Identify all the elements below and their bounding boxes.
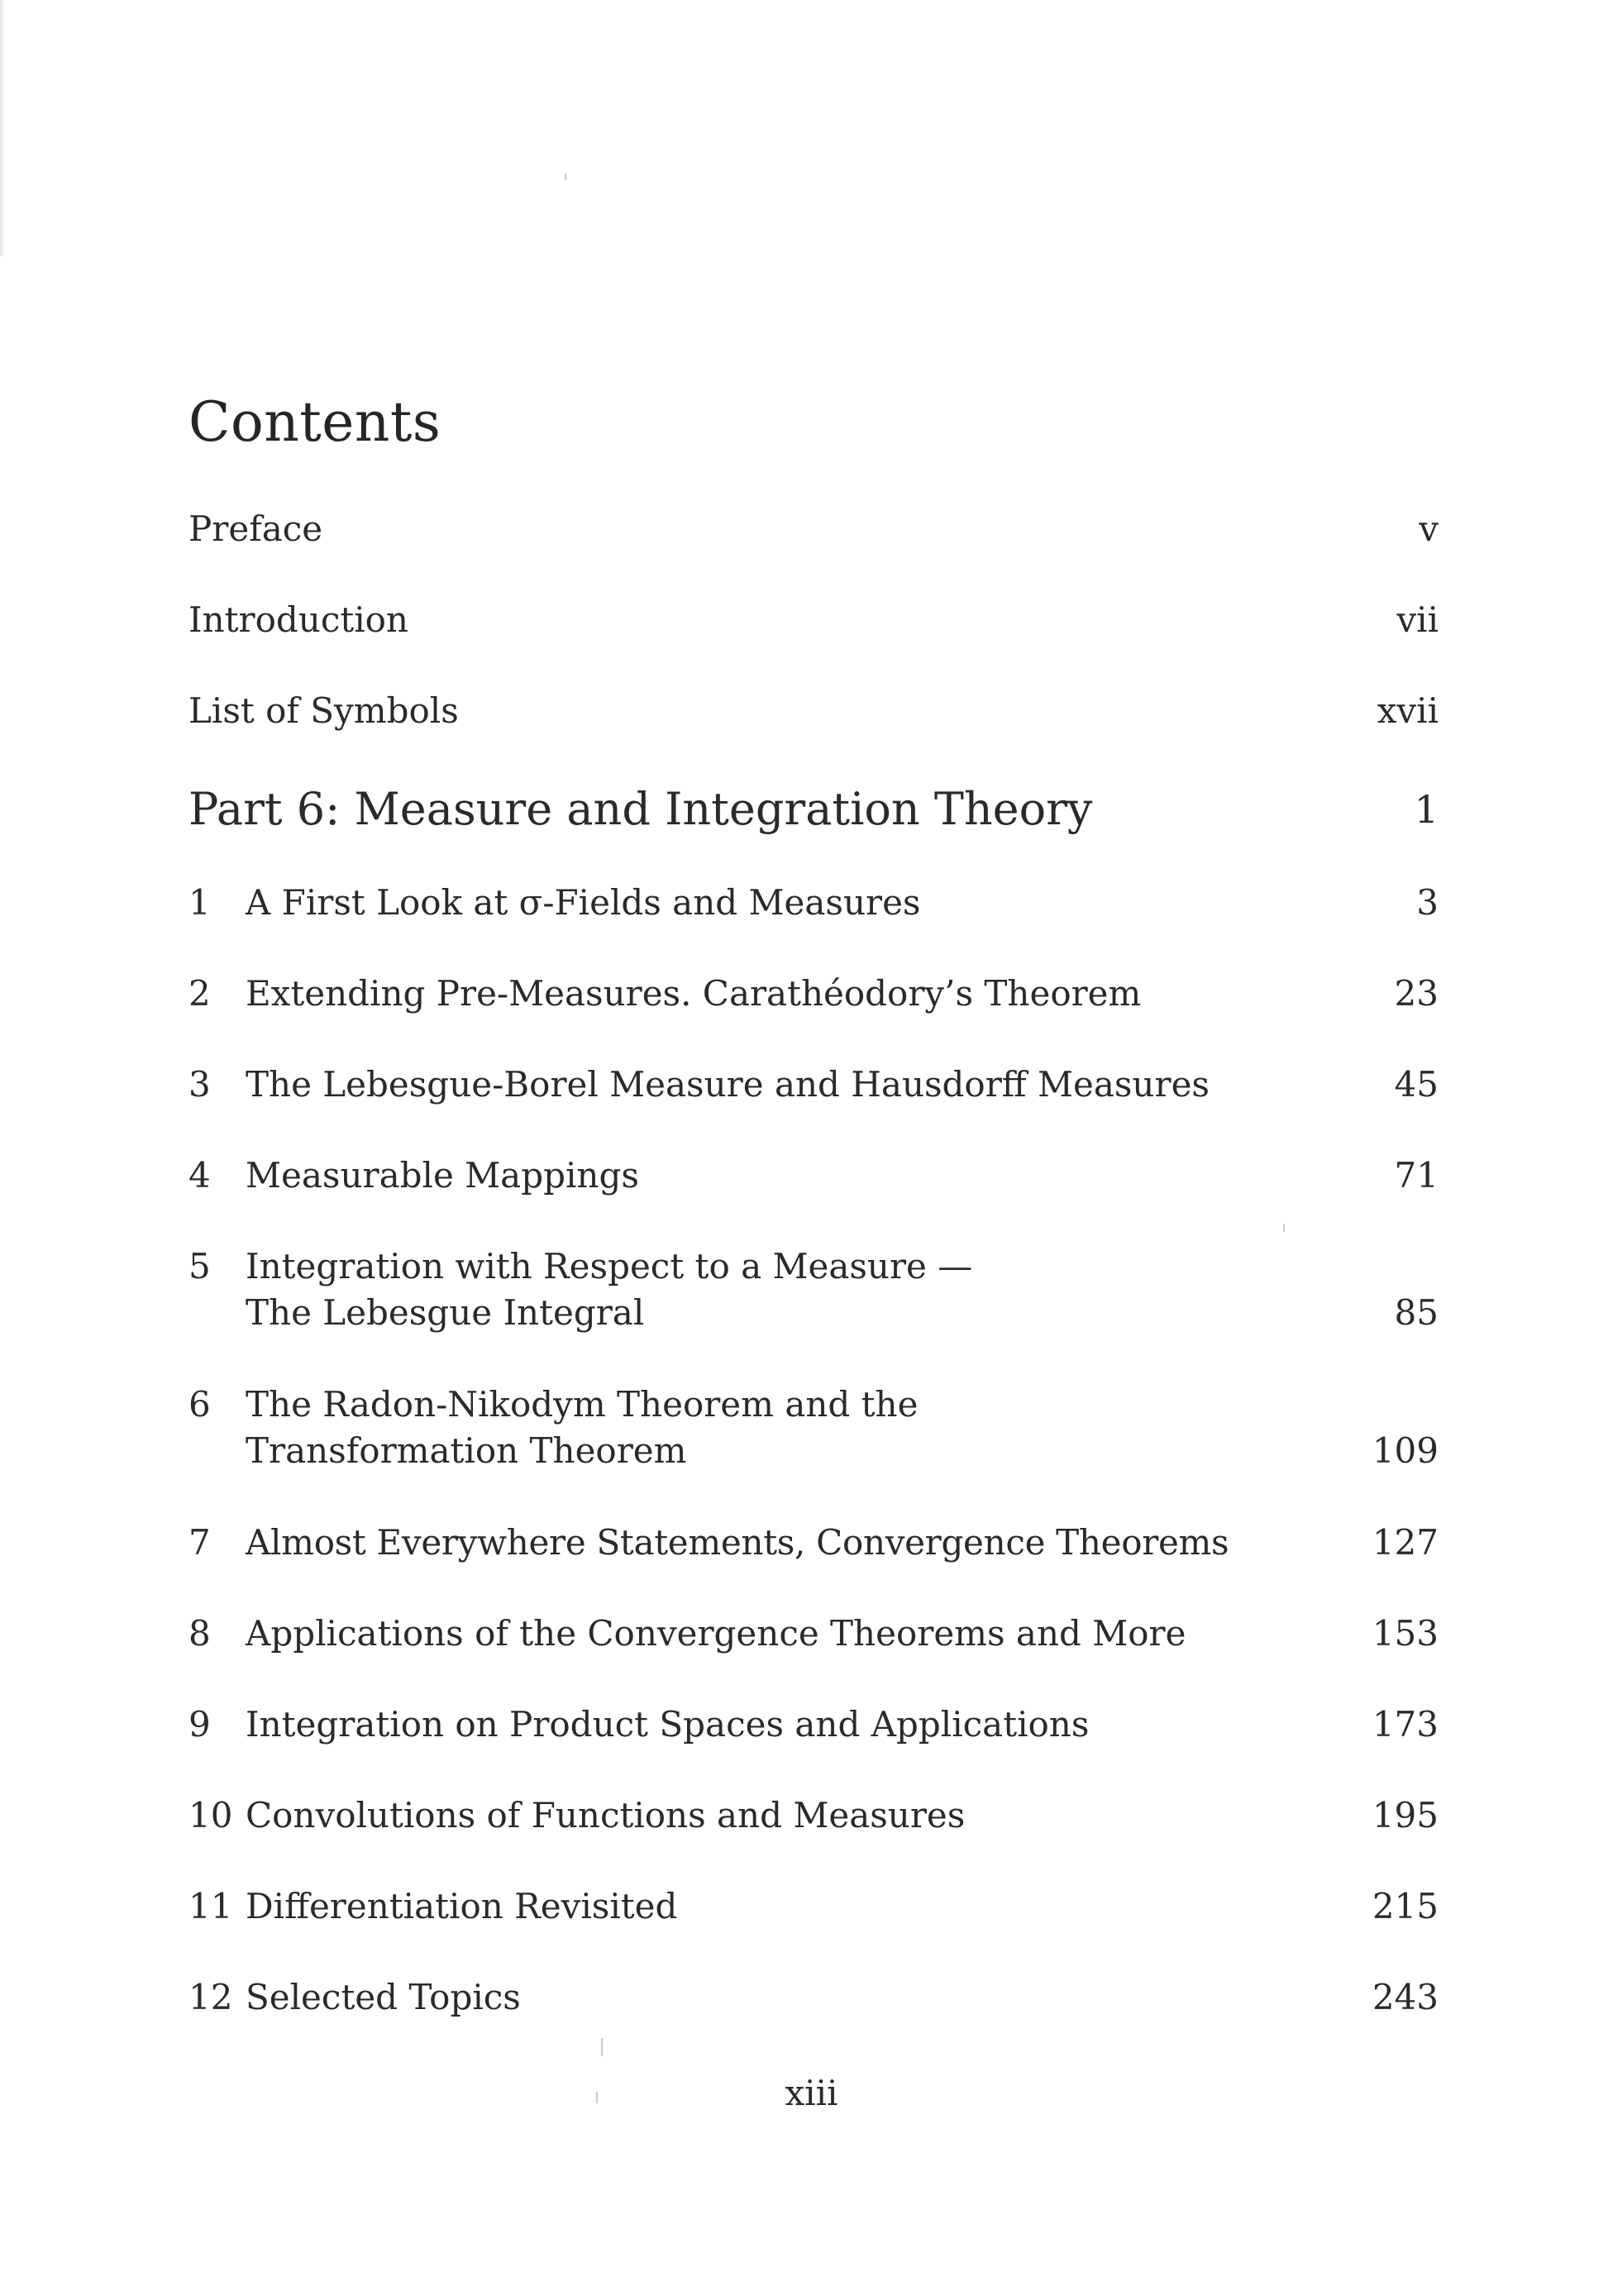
toc-chapter-5[interactable] bbox=[189, 1243, 1439, 1339]
scan-speck bbox=[565, 174, 566, 180]
toc-chapter-10[interactable] bbox=[189, 1792, 1439, 1842]
toc-entry-introduction[interactable] bbox=[189, 597, 1439, 647]
chapter-page: 85 bbox=[1394, 1292, 1439, 1333]
toc-entry-title: List of Symbols bbox=[189, 690, 459, 731]
chapter-title: The Radon-Nikodym Theorem and the bbox=[246, 1384, 919, 1425]
toc-entry-preface[interactable] bbox=[189, 506, 1439, 556]
toc-chapter-2[interactable] bbox=[189, 971, 1439, 1020]
folio-text: xiii bbox=[785, 2073, 838, 2113]
chapter-page: 215 bbox=[1372, 1886, 1439, 1926]
toc-entry-list-of-symbols[interactable] bbox=[189, 688, 1439, 737]
chapter-page: 173 bbox=[1372, 1704, 1439, 1745]
chapter-title: Applications of the Convergence Theorems and More bbox=[246, 1613, 1186, 1654]
toc-chapter-9[interactable] bbox=[189, 1702, 1439, 1751]
toc-part-heading[interactable] bbox=[189, 782, 1439, 840]
chapter-title-continued: Transformation Theorem bbox=[246, 1430, 687, 1471]
chapter-number: 2 bbox=[189, 973, 211, 1014]
toc-entry-page: xvii bbox=[1377, 690, 1439, 731]
part-title: Part 6: Measure and Integration Theory bbox=[189, 783, 1093, 835]
chapter-number: 9 bbox=[189, 1704, 211, 1745]
chapter-page: 243 bbox=[1372, 1977, 1439, 2017]
chapter-number: 5 bbox=[189, 1246, 211, 1286]
chapter-title: Measurable Mappings bbox=[246, 1155, 639, 1196]
page-title: Contents bbox=[189, 390, 441, 454]
chapter-title: Integration on Product Spaces and Applications bbox=[246, 1704, 1090, 1745]
chapter-number: 10 bbox=[189, 1795, 233, 1835]
chapter-number: 1 bbox=[189, 882, 211, 923]
scan-speck bbox=[1283, 1224, 1285, 1232]
chapter-number: 8 bbox=[189, 1613, 211, 1654]
chapter-page: 109 bbox=[1372, 1430, 1439, 1471]
toc-chapter-3[interactable] bbox=[189, 1062, 1439, 1111]
chapter-number: 3 bbox=[189, 1064, 211, 1105]
toc-entry-page: vii bbox=[1396, 599, 1439, 640]
chapter-number: 7 bbox=[189, 1522, 211, 1563]
page-number-footer bbox=[0, 2070, 1611, 2117]
chapter-title: Selected Topics bbox=[246, 1977, 521, 2017]
toc-chapter-4[interactable] bbox=[189, 1153, 1439, 1202]
toc-entry-title: Preface bbox=[189, 508, 323, 549]
chapter-title: The Lebesgue-Borel Measure and Hausdorff Measures bbox=[246, 1064, 1210, 1105]
chapter-number: 12 bbox=[189, 1977, 233, 2017]
toc-chapter-8[interactable] bbox=[189, 1611, 1439, 1660]
chapter-page: 45 bbox=[1394, 1064, 1439, 1105]
chapter-page: 127 bbox=[1372, 1522, 1439, 1563]
chapter-title: Differentiation Revisited bbox=[246, 1886, 678, 1926]
chapter-title-continued: The Lebesgue Integral bbox=[246, 1292, 645, 1333]
chapter-title: A First Look at σ-Fields and Measures bbox=[246, 882, 921, 923]
chapter-page: 71 bbox=[1394, 1155, 1439, 1196]
toc-entry-page: v bbox=[1419, 508, 1439, 549]
scan-page-edge bbox=[0, 0, 5, 256]
part-page: 1 bbox=[1414, 787, 1439, 832]
chapter-title: Integration with Respect to a Measure — bbox=[246, 1246, 973, 1286]
toc-chapter-11[interactable] bbox=[189, 1883, 1439, 1933]
toc-chapter-6[interactable] bbox=[189, 1382, 1439, 1477]
scan-speck bbox=[601, 2038, 603, 2056]
chapter-page: 23 bbox=[1394, 973, 1439, 1014]
toc-chapter-7[interactable] bbox=[189, 1520, 1439, 1569]
chapter-number: 4 bbox=[189, 1155, 211, 1196]
chapter-number: 6 bbox=[189, 1384, 211, 1425]
chapter-title: Almost Everywhere Statements, Convergence Theorems bbox=[246, 1522, 1229, 1563]
chapter-page: 153 bbox=[1372, 1613, 1439, 1654]
toc-entry-title: Introduction bbox=[189, 599, 408, 640]
chapter-page: 195 bbox=[1372, 1795, 1439, 1835]
chapter-title: Convolutions of Functions and Measures bbox=[246, 1795, 966, 1835]
chapter-title: Extending Pre-Measures. Carathéodory’s Theorem bbox=[246, 973, 1142, 1014]
chapter-number: 11 bbox=[189, 1886, 233, 1926]
chapter-page: 3 bbox=[1416, 882, 1439, 923]
toc-chapter-1[interactable] bbox=[189, 880, 1439, 929]
toc-chapter-12[interactable] bbox=[189, 1974, 1439, 2024]
